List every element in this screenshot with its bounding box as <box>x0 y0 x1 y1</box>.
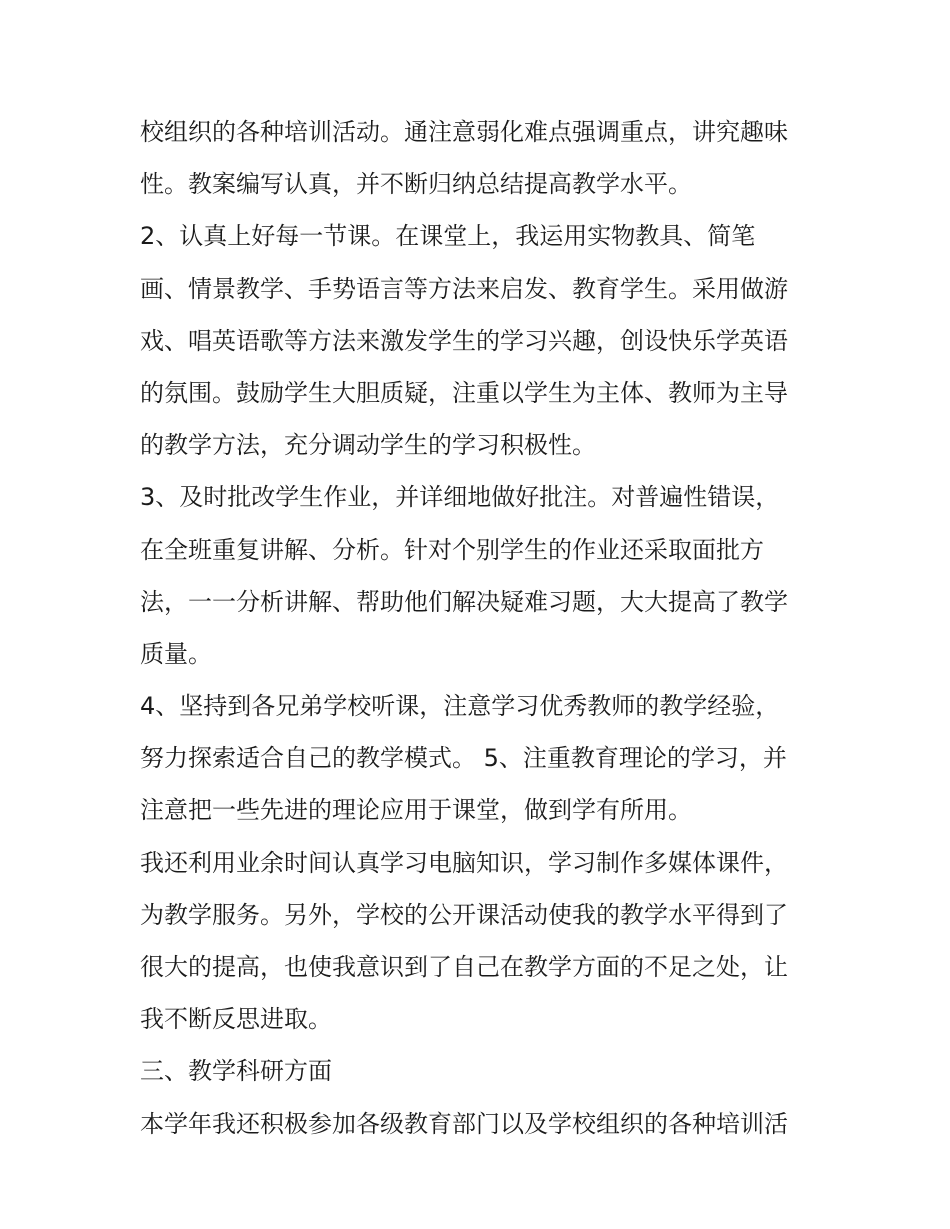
text-line: 校组织的各种培训活动。通注意弱化难点强调重点，讲究趣味 <box>140 118 788 146</box>
text-line: 性。教案编写认真，并不断归纳总结提高教学水平。 <box>140 170 692 199</box>
text-line: 4、坚持到各兄弟学校听课，注意学习优秀教师的教学经验， <box>140 692 780 721</box>
text-line: 的氛围。鼓励学生大胆质疑，注重以学生为主体、教师为主导 <box>140 378 788 407</box>
text-line: 我还利用业余时间认真学习电脑知识，学习制作多媒体课件， <box>140 848 788 877</box>
text-line: 法，一一分析讲解、帮助他们解决疑难习题，大大提高了教学 <box>140 587 788 616</box>
text-line: 努力探索适合自己的教学模式。 5、注重教育理论的学习，并 <box>140 744 787 773</box>
text-line: 本学年我还积极参加各级教育部门以及学校组织的各种培训活 <box>140 1109 788 1138</box>
text-line: 2、认真上好每一节课。在课堂上，我运用实物教具、简笔 <box>140 222 756 251</box>
text-line: 为教学服务。另外，学校的公开课活动使我的教学水平得到了 <box>140 900 788 929</box>
text-line: 戏、唱英语歌等方法来激发学生的学习兴趣，创设快乐学英语 <box>140 326 788 355</box>
body-text <box>140 106 830 1150</box>
text-line: 在全班重复讲解、分析。针对个别学生的作业还采取面批方 <box>140 535 764 564</box>
text-line: 注意把一些先进的理论应用于课堂，做到学有所用。 <box>140 796 692 825</box>
text-line: 画、情景教学、手势语言等方法来启发、教育学生。采用做游 <box>140 274 788 303</box>
text-line: 我不断反思进取。 <box>140 1005 332 1034</box>
text-line: 的教学方法，充分调动学生的学习积极性。 <box>140 431 596 460</box>
text-line: 很大的提高，也使我意识到了自己在教学方面的不足之处，让 <box>140 953 788 981</box>
text-line: 3、及时批改学生作业，并详细地做好批注。对普遍性错误， <box>140 483 780 512</box>
section-heading: 三、教学科研方面 <box>140 1057 332 1086</box>
text-line: 质量。 <box>140 639 212 668</box>
